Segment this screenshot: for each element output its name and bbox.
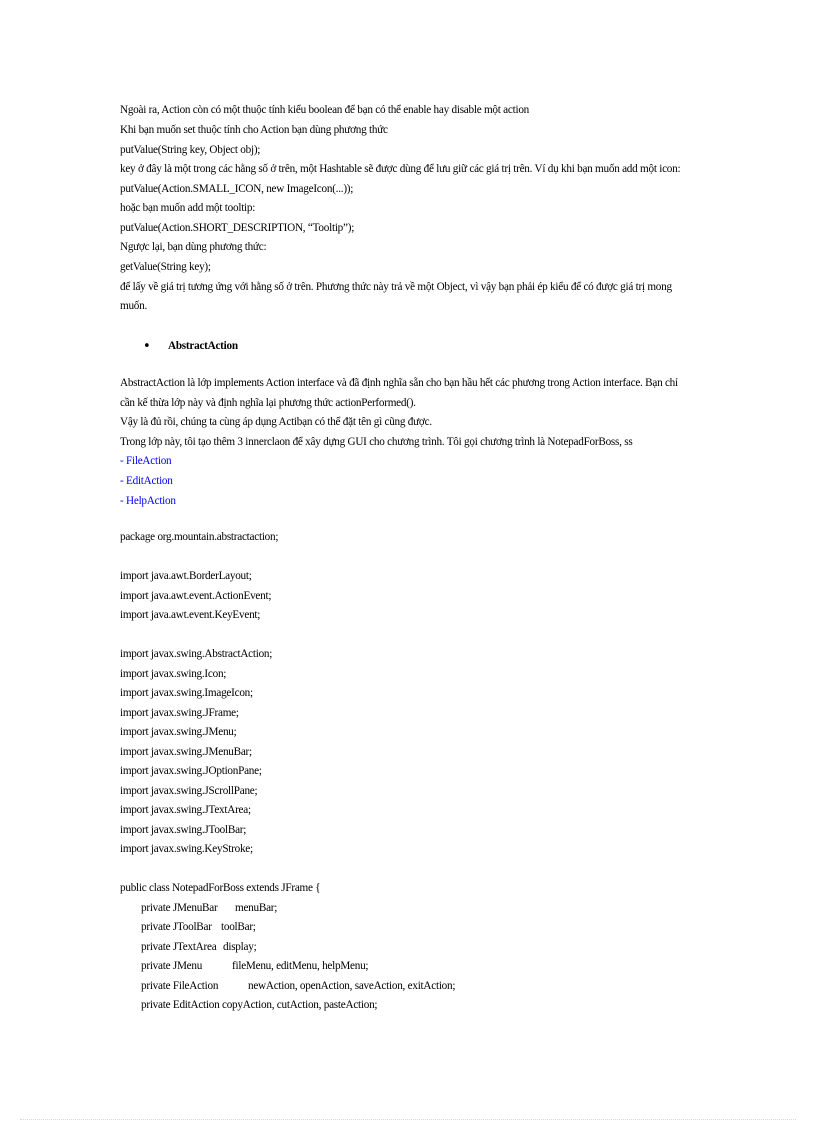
code-import-line: import javax.swing.JTextArea; xyxy=(120,804,251,816)
code-field-type: private JToolBar xyxy=(141,921,212,933)
code-field-type: private JMenu xyxy=(141,960,203,972)
intro-line-6: hoặc bạn muốn add một tooltip: xyxy=(120,202,256,214)
code-field-line xyxy=(141,998,377,1012)
code-import-line: import javax.swing.Icon; xyxy=(120,668,227,680)
code-field-names: fileMenu, editMenu, helpMenu; xyxy=(232,960,369,972)
body-line-3: Vậy là đủ rồi, chúng ta cùng áp dụng Actibạn có thể đặt tên gì cũng được. xyxy=(120,416,432,428)
code-field-type: private JMenuBar xyxy=(141,902,218,914)
code-import-line: import java.awt.event.ActionEvent; xyxy=(120,590,272,602)
code-field-type: private JTextArea xyxy=(141,941,217,953)
intro-line-11: muốn. xyxy=(120,300,148,312)
intro-line-7: putValue(Action.SHORT_DESCRIPTION, “Tooltip”); xyxy=(120,222,355,234)
code-package-line: package org.mountain.abstractaction; xyxy=(120,531,279,543)
page-bottom-divider xyxy=(20,1119,796,1120)
code-field-names: toolBar; xyxy=(221,921,256,933)
code-field-names: menuBar; xyxy=(235,902,278,914)
code-field-line xyxy=(141,979,455,993)
code-field-type: private FileAction xyxy=(141,980,219,992)
intro-line-4: key ở đây là một trong các hằng số ở trên, một Hashtable sẽ được dùng để lưu giữ các giá trị trên. Ví dụ khi bạn muốn add một icon: xyxy=(120,163,681,175)
section-heading: AbstractAction xyxy=(168,340,238,352)
bullet-icon: • xyxy=(143,339,151,354)
code-field-line xyxy=(141,959,368,973)
code-import-line: import javax.swing.JMenuBar; xyxy=(120,746,252,758)
code-class-declaration: public class NotepadForBoss extends JFrame { xyxy=(120,882,321,894)
code-field-line xyxy=(141,901,277,915)
intro-line-8: Ngược lại, bạn dùng phương thức: xyxy=(120,241,267,253)
code-import-line: import javax.swing.AbstractAction; xyxy=(120,648,273,660)
code-import-line: import javax.swing.JScrollPane; xyxy=(120,785,258,797)
code-field-line xyxy=(141,920,256,934)
code-import-line: import javax.swing.JMenu; xyxy=(120,726,237,738)
intro-line-9: getValue(String key); xyxy=(120,261,211,273)
code-field-line xyxy=(141,940,256,954)
code-import-line: import javax.swing.JOptionPane; xyxy=(120,765,262,777)
code-import-line: import java.awt.BorderLayout; xyxy=(120,570,252,582)
intro-line-3: putValue(String key, Object obj); xyxy=(120,144,261,156)
code-field-names: copyAction, cutAction, pasteAction; xyxy=(222,999,378,1011)
code-import-line: import javax.swing.ImageIcon; xyxy=(120,687,253,699)
body-line-1: AbstractAction là lớp implements Action interface và đã định nghĩa sẵn cho bạn hầu hết các phương trong Action interface. Bạn chỉ xyxy=(120,377,678,389)
body-line-2: cần kế thừa lớp này và định nghĩa lại phương thức actionPerformed(). xyxy=(120,397,416,409)
code-import-line: import javax.swing.JFrame; xyxy=(120,707,239,719)
link-file-action[interactable]: - FileAction xyxy=(120,455,172,467)
intro-line-2: Khi bạn muốn set thuộc tính cho Action bạn dùng phương thức xyxy=(120,124,388,136)
link-help-action[interactable]: - HelpAction xyxy=(120,495,176,507)
code-field-names: display; xyxy=(223,941,257,953)
code-import-line: import javax.swing.KeyStroke; xyxy=(120,843,253,855)
link-edit-action[interactable]: - EditAction xyxy=(120,475,173,487)
code-field-names: newAction, openAction, saveAction, exitAction; xyxy=(248,980,456,992)
code-import-line: import java.awt.event.KeyEvent; xyxy=(120,609,261,621)
intro-line-1: Ngoài ra, Action còn có một thuộc tính kiểu boolean để bạn có thể enable hay disable một action xyxy=(120,104,530,116)
intro-line-5: putValue(Action.SMALL_ICON, new ImageIcon(...)); xyxy=(120,183,354,195)
intro-line-10: để lấy về giá trị tương ứng với hằng số ở trên. Phương thức này trả về một Object, vì vậy bạn phải ép kiểu để có được giá trị mong xyxy=(120,281,672,293)
code-import-line: import javax.swing.JToolBar; xyxy=(120,824,247,836)
body-line-4: Trong lớp này, tôi tạo thêm 3 innerclaon để xây dựng GUI cho chương trình. Tôi gọi chương trình là NotepadForBoss, ss xyxy=(120,436,633,448)
code-field-type: private EditAction xyxy=(141,999,220,1011)
